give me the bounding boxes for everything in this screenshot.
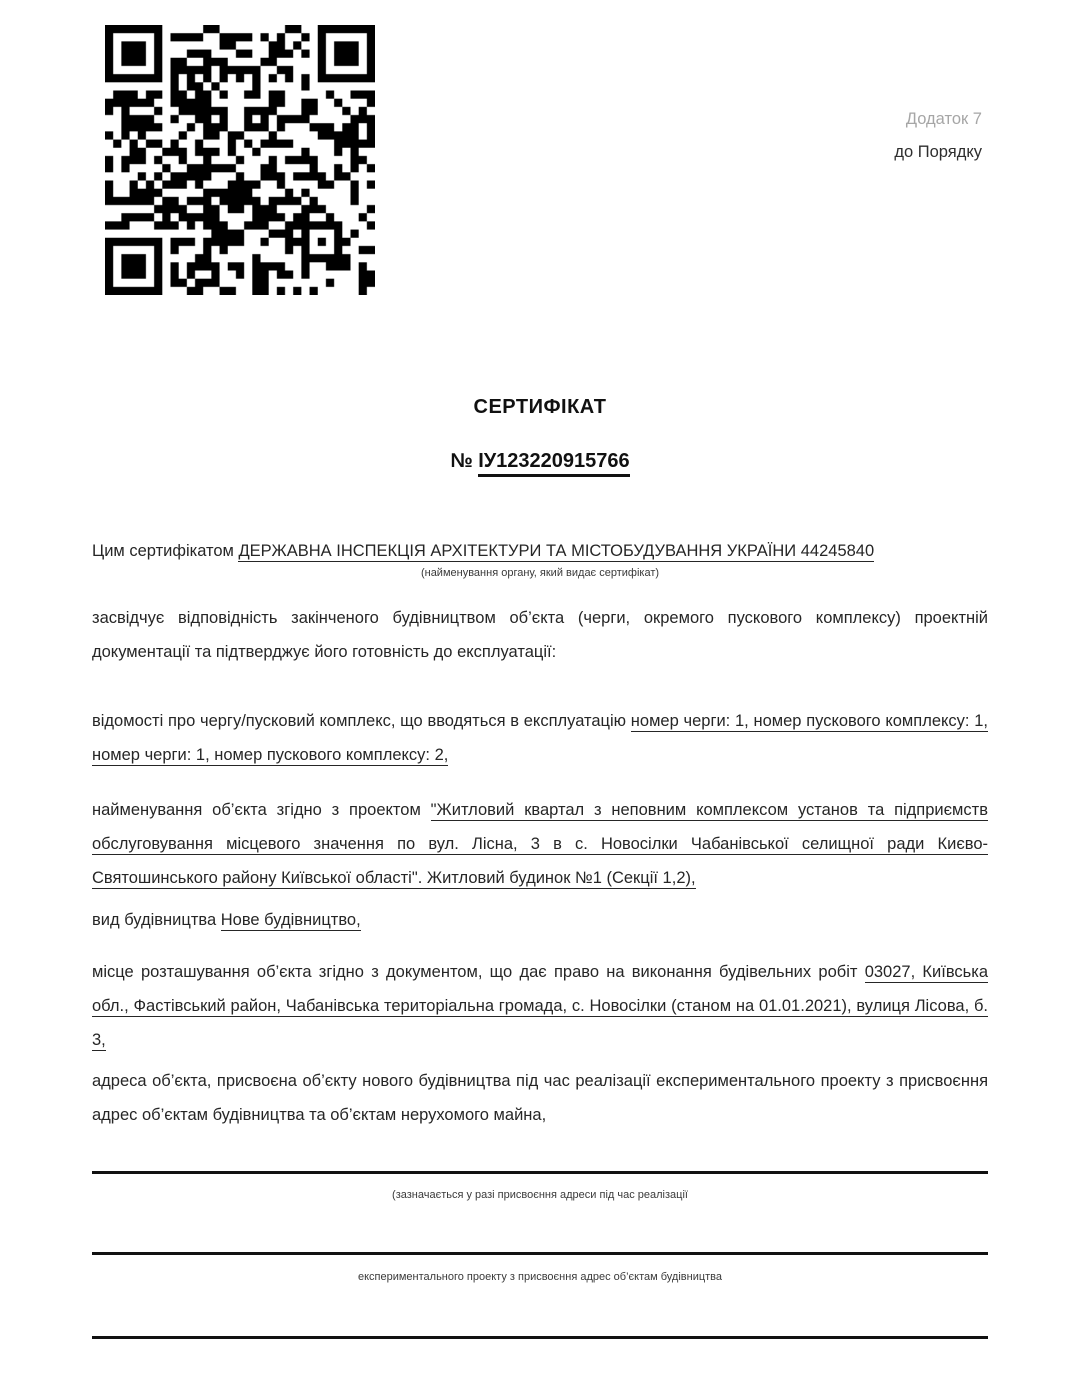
certificate-number <box>92 450 988 473</box>
paragraph-location <box>92 955 988 1057</box>
location-underlined: 03027, Київська обл., Фастівський район, Чабанівська територіальна громада, с. Новосілки (станом на 01.01.2021), вулиця Лісова, б. 3, <box>92 963 989 1049</box>
annex-sublabel: до Порядку <box>894 143 982 161</box>
stage-values-underlined: номер черги: 1, номер пускового комплексу: 1, номер черги: 1, номер пускового комплексу: 2, <box>92 712 988 764</box>
object-name-lead-text: найменування об’єкта згідно з проектом <box>92 801 431 819</box>
footer-caption-line2: експериментального проекту з присвоєння адрес об’єктам будівництва <box>357 1271 723 1283</box>
construction-type-lead-text: вид будівництва <box>92 911 221 929</box>
paragraph-stage-info <box>92 704 988 772</box>
footer-caption-line1: (зазначається у разі присвоєння адреси під час реалізації <box>392 1189 688 1201</box>
certificate-number-value: ІУ123220915766 <box>478 450 629 477</box>
construction-type-underlined: Нове будівництво, <box>220 911 361 929</box>
issuer-name-underlined: ДЕРЖАВНА ІНСПЕКЦІЯ АРХІТЕКТУРИ ТА МІСТОБУДУВАННЯ УКРАЇНИ 44245840 <box>238 542 875 560</box>
paragraph-address: адреса об’єкта, присвоєна об’єкту нового будівництва під час реалізації експериментального проекту з присвоєння адрес об’єктам будівництва та об’єктам нерухомого майна, <box>92 1072 988 1124</box>
paragraph-certification-statement: засвідчує відповідність закінченого будівництвом об’єкта (черги, окремого пускового комплексу) проектній документації та підтверджує його готовність до експлуатації: <box>92 609 988 661</box>
horizontal-rule-2 <box>92 1252 988 1255</box>
paragraph-object-name <box>92 793 988 895</box>
horizontal-rule-1 <box>92 1171 988 1174</box>
annex-block <box>894 103 982 169</box>
paragraph-issuer <box>92 534 988 568</box>
location-lead-text: місце розташування об’єкта згідно з документом, що дає право на виконання будівельних робіт <box>92 963 865 981</box>
paragraph-construction-type <box>92 903 988 937</box>
stage-lead-text: відомості про чергу/пусковий комплекс, що вводяться в експлуатацію <box>92 712 631 730</box>
annex-label: Додаток 7 <box>905 110 982 128</box>
horizontal-rule-3 <box>92 1336 988 1339</box>
certificate-number-prefix: № <box>450 450 479 472</box>
qr-code-icon <box>105 25 375 295</box>
page-title: СЕРТИФІКАТ <box>473 396 607 418</box>
issuer-caption: (найменування органу, який видає сертифікат) <box>420 567 660 579</box>
object-name-underlined: "Житловий квартал з неповним комплексом установ та підприємств обслуговування місцевого значення по вул. Лісна, 3 в с. Новосілки Чабанівської селищної ради Києво-Святошинського району Київської області". Житловий будинок №1 (Секції 1,2), <box>92 801 988 887</box>
issuer-lead-text: Цим сертифікатом <box>92 542 239 560</box>
